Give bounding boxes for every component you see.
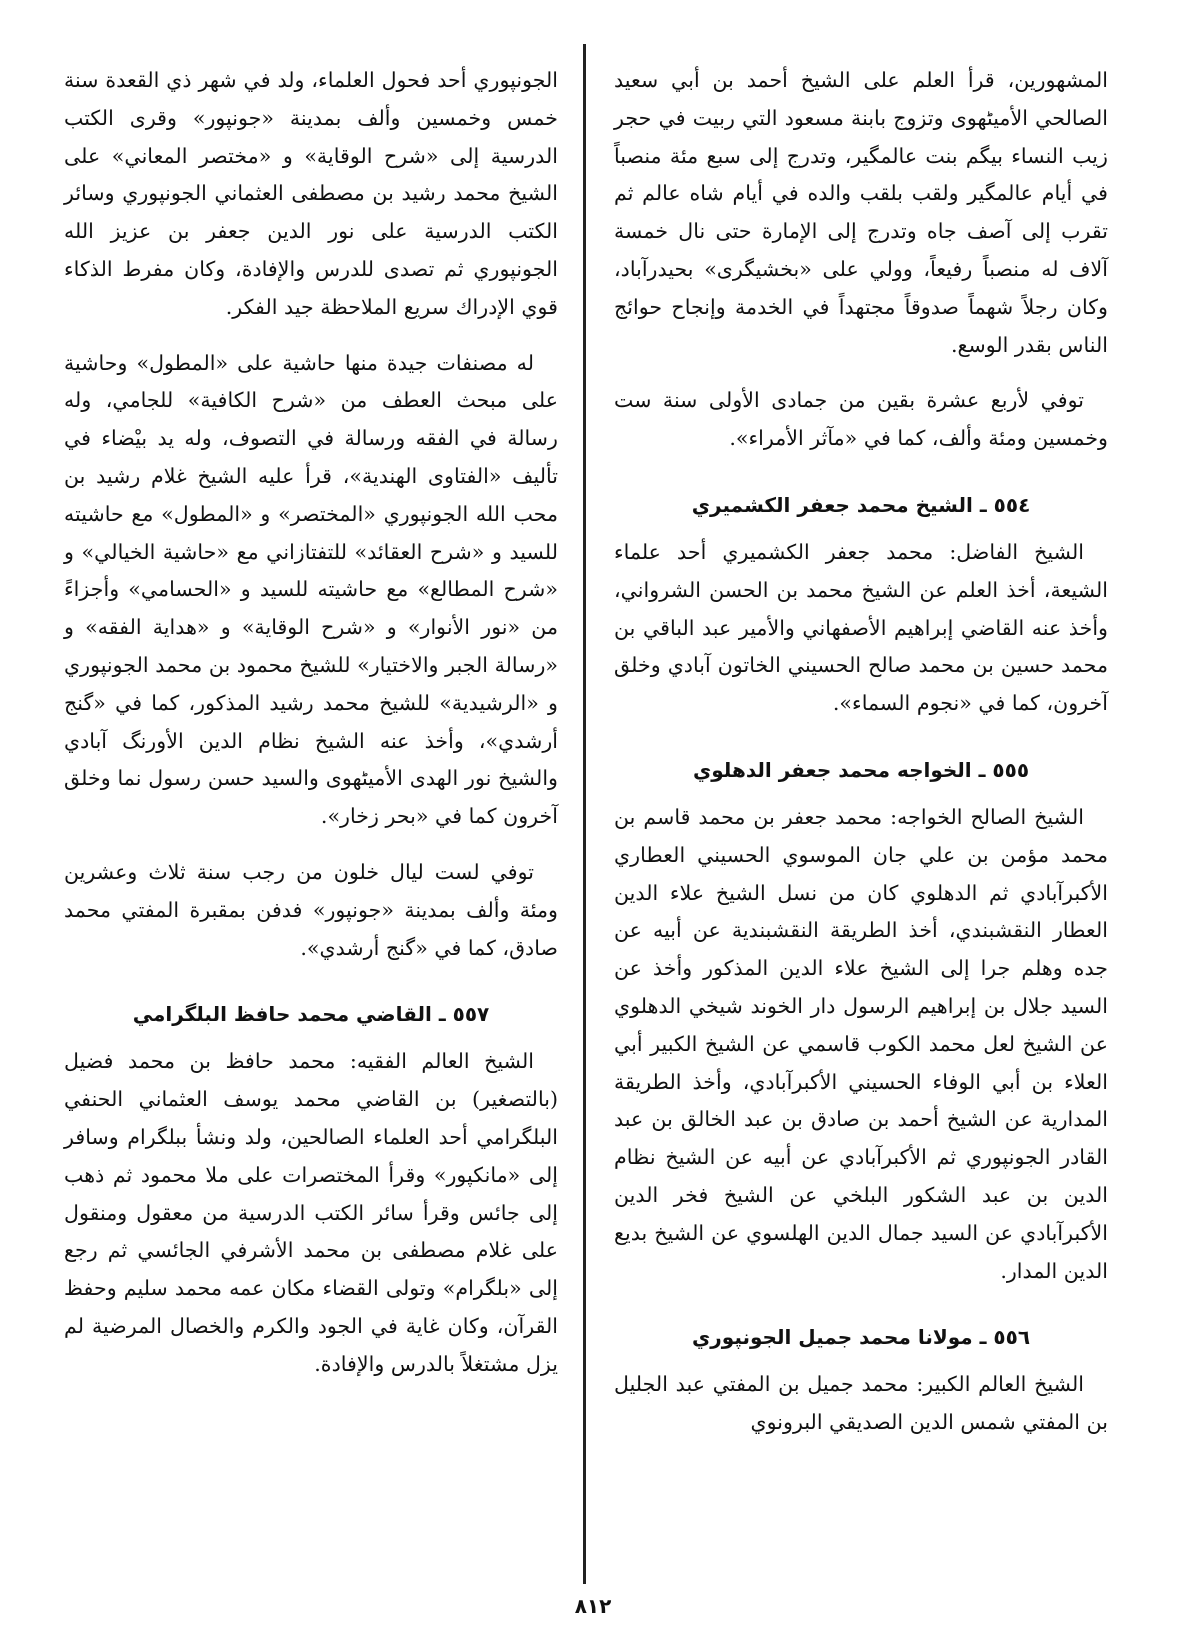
left-column — [64, 62, 558, 1384]
paragraph: توفي لأربع عشرة بقين من جمادى الأولى سنة ست وخمسين ومئة وألف، كما في «مآثر الأمراء». — [614, 388, 1108, 451]
paragraph: له مصنفات جيدة منها حاشية على «المطول» وحاشية على مبحث العطف من «شرح الكافية» للجامي، وله رسالة في الفقه ورسالة في التصوف، وله يد بيْضاء في تأليف «الفتاوى الهندية»، قرأ عليه الشيخ غلام رشيد بن محب الله الجونپوري «المختصر» و «المطول» مع حاشيته للسيد و «شرح العقائد» للتفتازاني مع «حاشية الخيالي» و «شرح المطالع» مع حاشيته للسيد و «الحسامي» وأجزاءً من «نور الأنوار» و «شرح الوقاية» و «هداية الفقه» و «رسالة الجبر والاختيار» للشيخ محمود بن محمد الجونپوري و «الرشيدية» للشيخ محمد رشيد المذكور، كما في «گنج أرشدي»، وأخذ عنه الشيخ نظام الدين الأورنگ آبادي والشيخ نور الهدى الأميٹهوی والسيد حسن رسول نما وخلق آخرون كما في «بحر زخار». — [64, 350, 558, 829]
paragraph: المشهورين، قرأ العلم على الشيخ أحمد بن أبي سعيد الصالحي الأميٹهوی وتزوج بابنة مسعود التي ربيت في حجر زيب النساء بيگم بنت عالمگير، وتدرج إلى سبع مئة منصباً في أيام عالمگير ولقب بلقب والده في أيام شاه عالم ثم تقرب إلى آصف جاه وتدرج إلى الإمارة حتى نال خمسة آلاف له منصباً رفيعاً، وولي على «بخشيگرى» بحيدرآباد، وكان رجلاً شهماً صدوقاً مجتهداً في الخدمة وإنجاح حوائج الناس بقدر الوسع. — [614, 68, 1108, 357]
paragraph: الشيخ العالم الكبير: محمد جميل بن المفتي عبد الجليل بن المفتي شمس الدين الصديقي البرونوي — [614, 1372, 1108, 1435]
paragraph: الشيخ الصالح الخواجه: محمد جعفر بن محمد قاسم بن محمد مؤمن بن علي جان الموسوي الحسيني العطاري الأكبرآبادي ثم الدهلوي كان من نسل الشيخ علاء الدين العطار النقشبندي، أخذ الطريقة النقشبندية عن أبيه عن جده وهلم جرا إلى الشيخ علاء الدين المذكور وأخذ عن السيد جلال بن إبراهيم الرسول دار الخوند شيخي الدهلوي عن الشيخ لعل محمد الكوب قاسمي عن الشيخ الكبير أبي العلاء بن أبي الوفاء الحسيني الأكبرآبادي، وأخذ الطريقة المدارية عن الشيخ أحمد بن صادق بن عبد الخالق بن عبد القادر الجونپوري ثم الأكبرآبادي عن أبيه عن الشيخ نظام الدين بن عبد الشكور البلخي عن الشيخ فخر الدين الأكبرآبادي عن السيد جمال الدين الهلسوي عن الشيخ بديع الدين المدار. — [614, 804, 1108, 1283]
entry-heading-556: ٥٥٦ ـ مولانا محمد جميل الجونپوري — [691, 1325, 1031, 1350]
entry-heading-554: ٥٥٤ ـ الشيخ محمد جعفر الكشميري — [691, 492, 1031, 517]
entry-heading-557: ٥٥٧ ـ القاضي محمد حافظ البلگرامي — [132, 1002, 490, 1027]
column-divider — [583, 44, 586, 1584]
paragraph: الشيخ العالم الفقيه: محمد حافظ بن محمد فضيل (بالتصغير) بن القاضي محمد يوسف العثماني الحنفي البلگرامي أحد العلماء الصالحين، ولد ونشأ ببلگرام وسافر إلى «مانكپور» وقرأ المختصرات على ملا محمود ثم ذهب إلى جائس وقرأ سائر الكتب الدرسية من معقول ومنقول على غلام مصطفى بن محمد الأشرفي الجائسي ثم رجع إلى «بلگرام» وتولى القضاء مكان عمه محمد سليم وحفظ القرآن، وكان غاية في الجود والكرم والخصال المرضية لم يزل مشتغلاً بالدرس والإفادة. — [64, 1049, 558, 1376]
entry-heading-555: ٥٥٥ ـ الخواجه محمد جعفر الدهلوي — [692, 757, 1030, 782]
page-number: ٨١٢ — [574, 1594, 612, 1618]
right-column — [614, 62, 1108, 1442]
paragraph: الشيخ الفاضل: محمد جعفر الكشميري أحد علماء الشيعة، أخذ العلم عن الشيخ محمد بن الحسن الشرواني، وأخذ عنه القاضي إبراهيم الأصفهاني والأمير عبد الباقي بن محمد حسين بن محمد صالح الحسيني الخاتون آبادي وخلق آخرون، كما في «نجوم السماء». — [614, 539, 1108, 716]
paragraph: توفي لست ليال خلون من رجب سنة ثلاث وعشرين ومئة وألف بمدينة «جونپور» فدفن بمقبرة المفتي محمد صادق، كما في «گنج أرشدي». — [64, 859, 558, 960]
paragraph: الجونپوري أحد فحول العلماء، ولد في شهر ذي القعدة سنة خمس وخمسين وألف بمدينة «جونپور» وقرى الكتب الدرسية إلى «شرح الوقاية» و «مختصر المعاني» على الشيخ محمد رشيد بن مصطفى العثماني الجونپوري وسائر الكتب الدرسية على نور الدين جعفر بن عزيز الله الجونپوري ثم تصدى للدرس والإفادة، وكان مفرط الذكاء قوي الإدراك سريع الملاحظة جيد الفكر. — [64, 68, 558, 319]
